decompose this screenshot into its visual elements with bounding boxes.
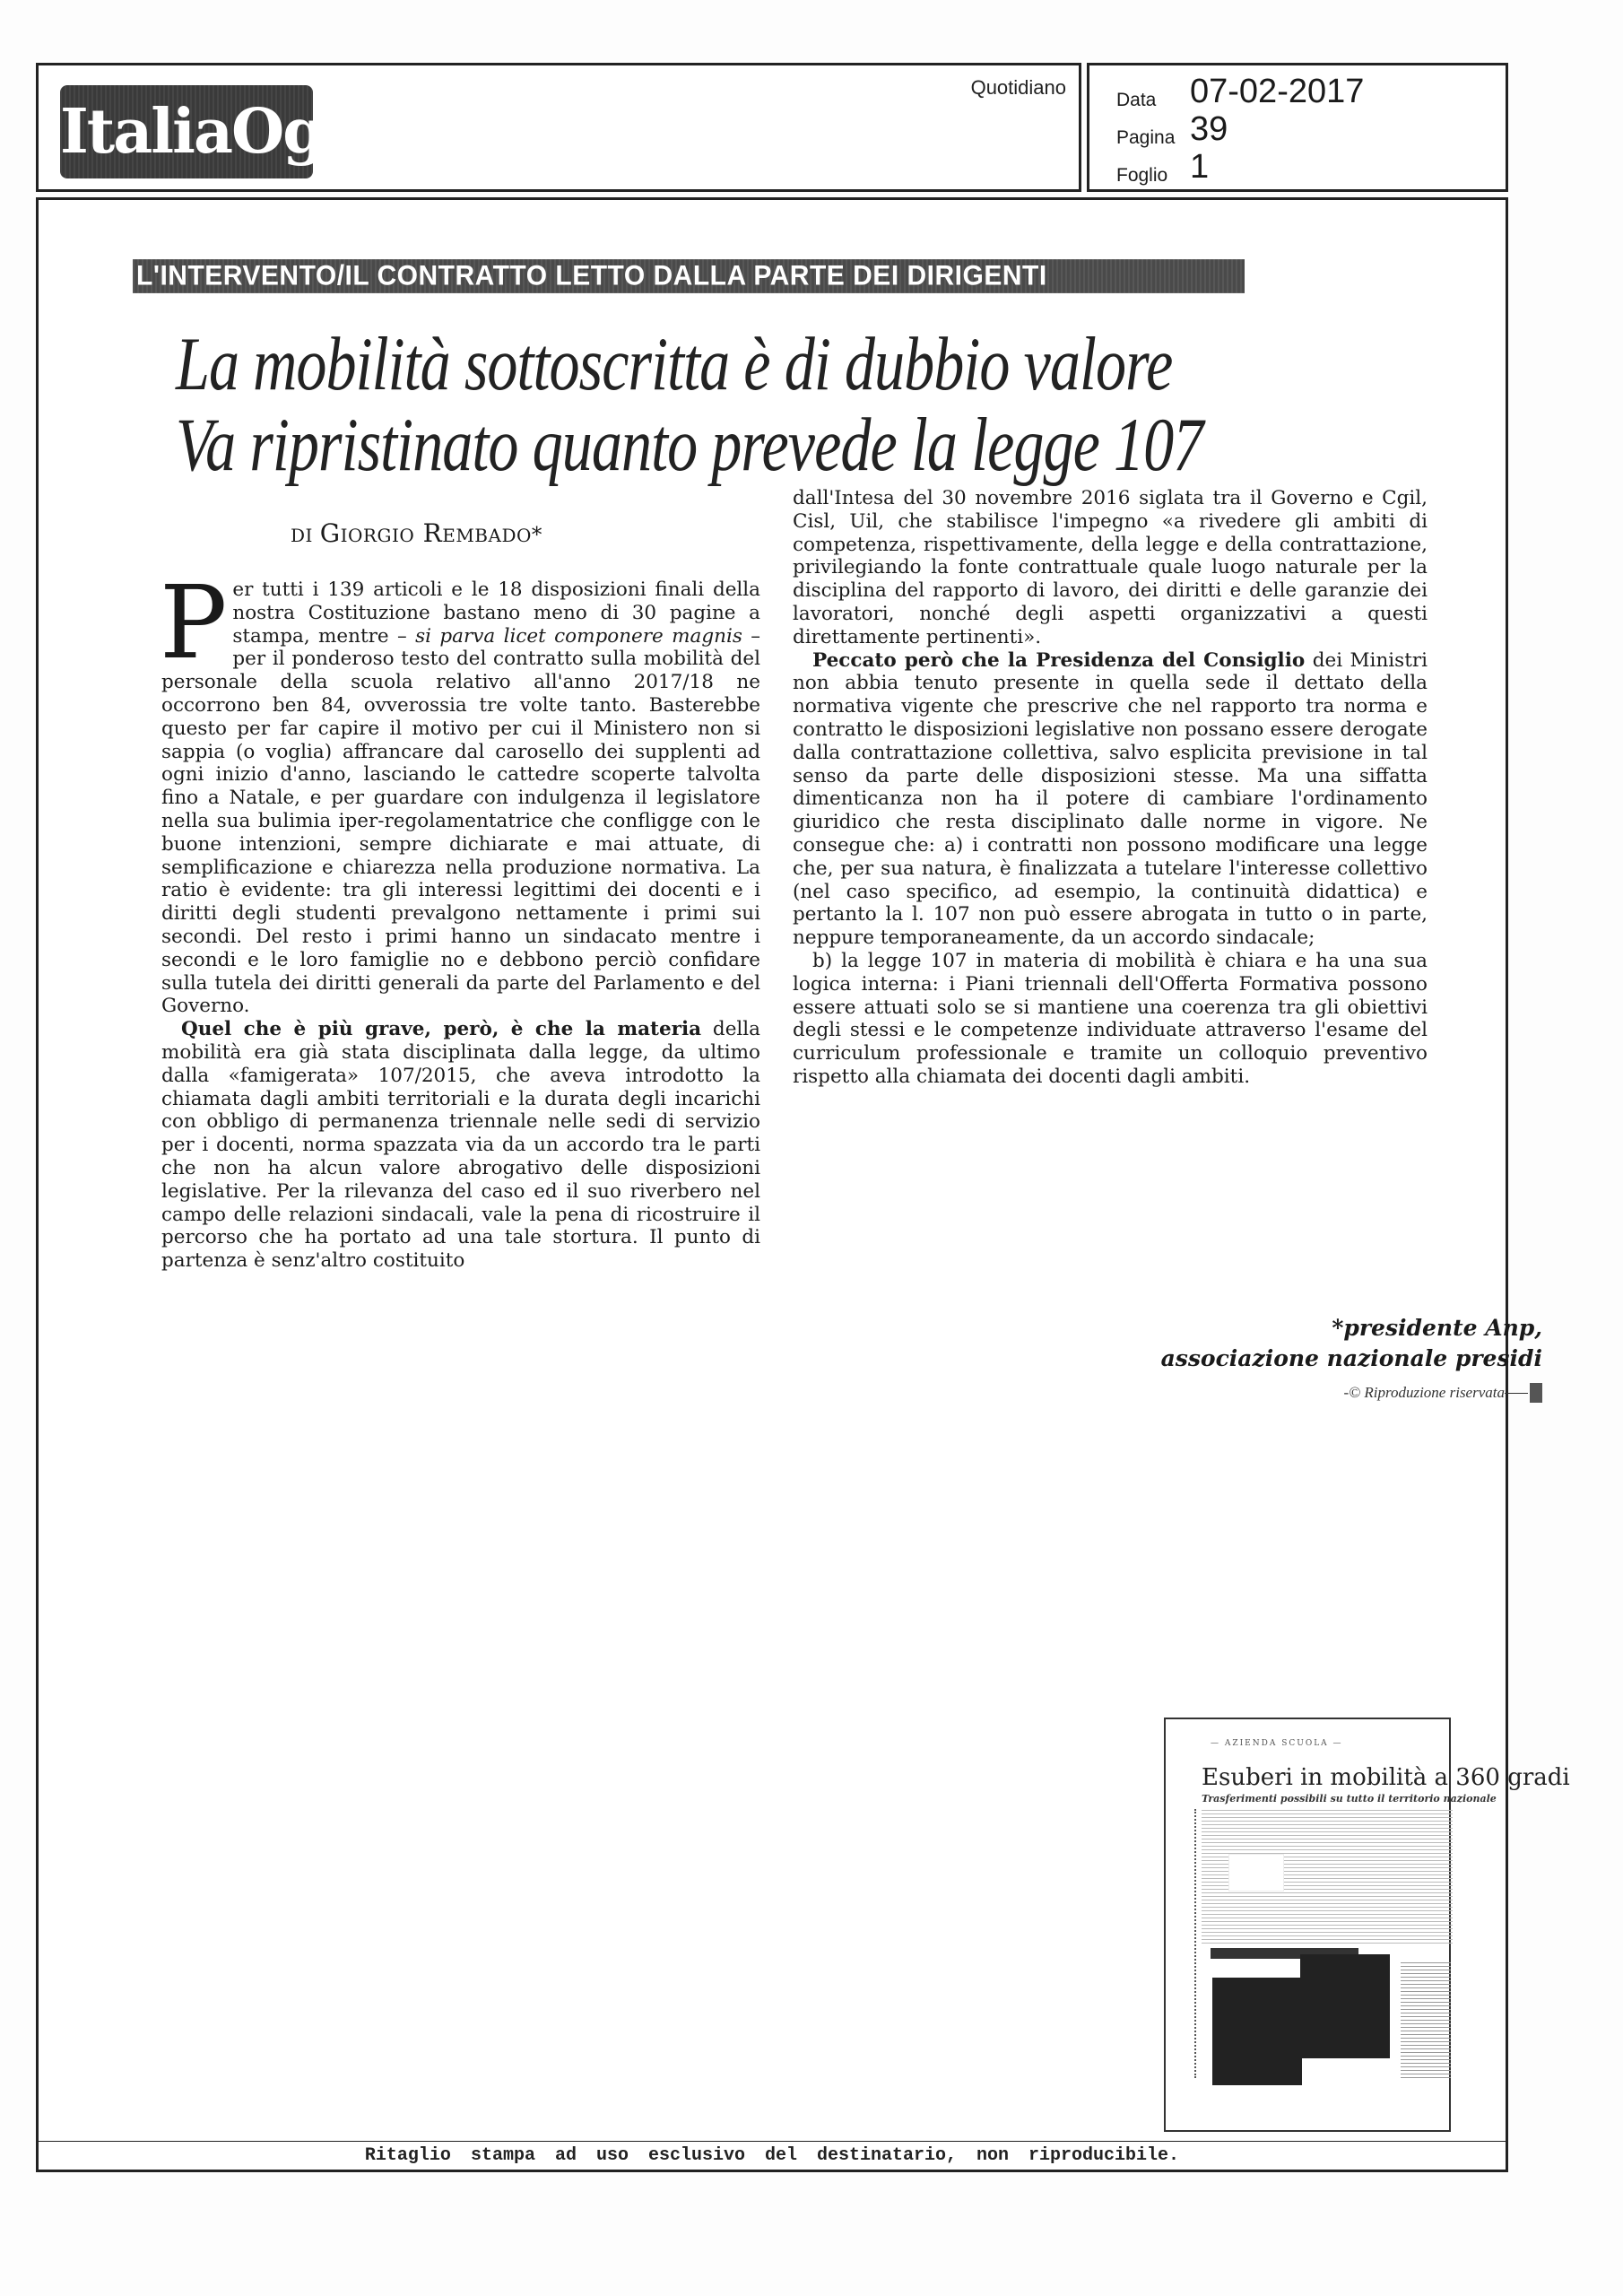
- thumbnail-inset-box: [1228, 1854, 1284, 1892]
- thumbnail-side-column: [1401, 1961, 1451, 2078]
- thumbnail-section: — AZIENDA SCUOLA —: [1211, 1739, 1343, 1748]
- paragraph-text: – per il ponderoso testo del contratto sulla mobilità del personale della scuola relativo all'anno 2017/18 ne occorrono ben 84, ovverossia tre volte tanto. Basterebbe questo per far capire il motivo per cui il Ministero non si sappia (o voglia) affrancare dal carosello dei supplenti ad ogni inizio d'anno, lasciando le cattedre scoperte talvolta fino a Natale, e per guardare con indulgenza il legislatore nella sua bulimia iper-regolamentatrice che confligge con le buone intenzioni, sempre dichiarate e mai attuate, di semplificazione e chiarezza nella produzione normativa. La ratio è evidente: tra gli interessi legittimi dei docenti e i diritti degli studenti prevalgono nettamente i primi sui secondi. Del resto i primi hanno un sindacato mentre i secondi e le loro famiglie no e debbono perciò confidare sulla tutela dei diritti generali da parte del Parlamento e del Governo.: [161, 624, 760, 1018]
- meta-value: 07-02-2017: [1190, 73, 1365, 110]
- rule: [1505, 1393, 1528, 1394]
- paragraph: dall'Intesa del 30 novembre 2016 siglata tra il Governo e Cgil, Cisl, Uil, che stabilisce l'impegno «a rivedere gli ambiti di competenza, rispettivamente, della legge e della contrattazione, privilegiando la fonte contrattuale quale luogo naturale per la disciplina del rapporto di lavoro, dei diritti e delle garanzie dei lavoratori, nonché degli aspetti organizzativi a questi direttamente pertinenti».: [793, 487, 1428, 648]
- page-thumbnail: [1164, 1718, 1570, 2132]
- byline-author: Giorgio Rembado: [319, 518, 532, 548]
- header-masthead-box: [36, 63, 1081, 192]
- meta-value: 39: [1190, 110, 1228, 148]
- paragraph: [160, 565, 760, 1018]
- publication-type: Quotidiano: [970, 76, 1066, 99]
- meta-label: Foglio: [1116, 165, 1168, 186]
- meta-label: Pagina: [1116, 127, 1176, 148]
- author-signature-line-2: associazione nazionale presidi: [1160, 1345, 1542, 1371]
- meta-sheet: [1116, 148, 1209, 187]
- logo-text: ItaliaOggi: [60, 96, 386, 168]
- paragraph-text: dei Ministri non abbia tenuto presente in quella sede il dettato della normativa vigente che prescrive che nel rapporto tra norma e contratto le disposizioni legislative non possano essere derogate dalla contrattazione collettiva, salvo esplicita previsione in tal senso da parte delle disposizioni stesse. Ma una siffatta dimenticanza non ha il potere di cambiare l'ordinamento giuridico che resta disciplinato dalle norme in vigore. Ne consegue che: a) i contratti non possono modificare una legge che, per sua natura, è finalizzata a tutelare l'interesse collettivo (nel caso specifico, ad esempio, la continuità didattica) e pertanto la l. 107 non può essere abrogata in tutto o in parte, neppure temporaneamente, da un accordo sindacale;: [793, 648, 1428, 950]
- meta-value: 1: [1190, 148, 1210, 186]
- thumbnail-headline: Esuberi in mobilità a 360 gradi: [1202, 1764, 1570, 1791]
- article-column-right: [793, 487, 1428, 1089]
- meta-label: Data: [1116, 90, 1157, 110]
- paragraph: [161, 1018, 760, 1273]
- article-title-line-2: Va ripristinato quanto prevede la legge 107: [176, 403, 1203, 488]
- author-signature-line-1: *presidente Anp,: [1332, 1315, 1542, 1341]
- byline-footnote-mark: *: [531, 524, 542, 547]
- paragraph-text: er tutti i 139 articoli e le 18 disposizioni finali della nostra Costituzione bastano meno di 30 pagine a stampa, mentre –: [232, 578, 760, 648]
- meta-date: [1116, 73, 1364, 111]
- paragraph-lead-bold: Quel che è più grave, però, è che la materia: [181, 1018, 702, 1041]
- footer-notice: Ritaglio stampa ad uso esclusivo del destinatario, non riproducibile.: [364, 2145, 1180, 2166]
- drop-cap: P: [160, 565, 228, 682]
- article-title-line-1: La mobilità sottoscritta è di dubbio valore: [176, 322, 1173, 407]
- thumbnail-highlighted-article-block: [1300, 1954, 1390, 2058]
- paragraph: b) la legge 107 in materia di mobilità è chiara e ha una sua logica interna: i Piani triennali dell'Offerta Formativa possono essere attuati solo se si mantiene una coerenza tra gli obiettivi degli stessi e le competenze individuate attraverso l'esame del curriculum professionale e tramite un colloquio preventivo rispetto alla chiamata dei docenti dagli ambiti.: [793, 949, 1428, 1088]
- meta-page: [1116, 110, 1228, 149]
- footer-box: [36, 2142, 1508, 2172]
- italiaoggi-logo: [60, 85, 386, 178]
- thumbnail-highlighted-article-block: [1212, 1978, 1302, 2085]
- paragraph-lead-bold: Peccato però che la Presidenza del Consiglio: [812, 648, 1306, 672]
- thumbnail-subheadline: Trasferimenti possibili su tutto il territorio nazionale: [1202, 1793, 1497, 1805]
- thumbnail-cut-line: [1194, 1809, 1196, 2078]
- header-meta-box: [1087, 63, 1508, 192]
- latin-quote: si parva licet componere magnis: [415, 624, 742, 648]
- byline-prefix: di: [291, 518, 313, 548]
- copyright-notice: [1344, 1383, 1542, 1403]
- end-mark-icon: [1530, 1383, 1542, 1403]
- paragraph: [793, 649, 1428, 950]
- article-column-left: [160, 565, 760, 1273]
- copyright-text: -© Riproduzione riservata: [1343, 1384, 1505, 1401]
- article-byline: [291, 518, 542, 548]
- paragraph-text: della mobilità era già stata disciplinata dalla legge, da ultimo dalla «famigerata» 107/2015, che aveva introdotto la chiamata dagli ambiti territoriali e la durata degli incarichi con obbligo di permanenza triennale nelle sedi di servizio per i docenti, norma spazzata via da un accordo tra le parti che non ha alcun valore abrogativo delle disposizioni legislative. Per la rilevanza del caso ed il suo riverbero nel campo delle relazioni sindacali, vale la pena di ricostruire il percorso che ha portato ad una tale stortura. Il punto di partenza è senz'altro costituito: [161, 1018, 760, 1273]
- article-kicker: L'INTERVENTO/IL CONTRATTO LETTO DALLA PARTE DEI DIRIGENTI: [133, 259, 1245, 293]
